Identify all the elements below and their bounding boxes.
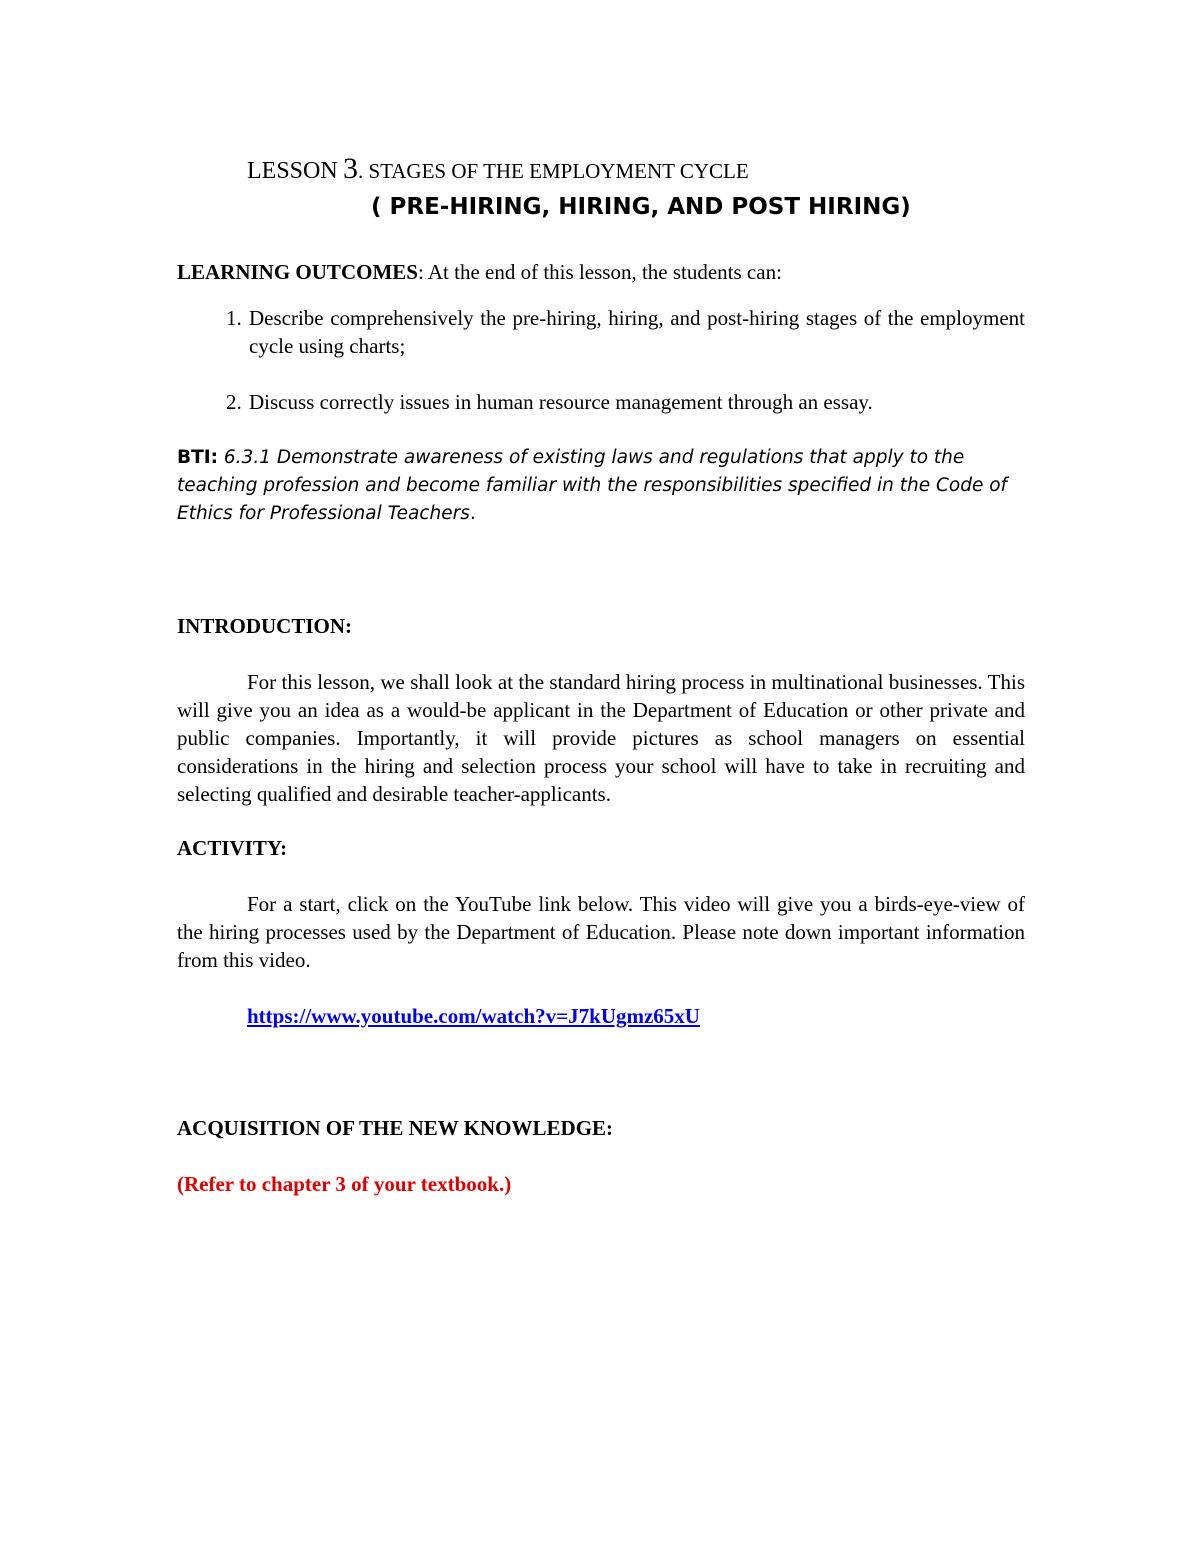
learning-outcomes-intro (177, 258, 1025, 286)
textbook-note: (Refer to chapter 3 of your textbook.) (177, 1172, 512, 1196)
lesson-subtitle: ( PRE-HIRING, HIRING, AND POST HIRING) (371, 194, 911, 220)
document-body (177, 150, 1025, 1198)
bti-end: . (469, 503, 476, 524)
bti-label: BTI: (177, 447, 219, 468)
lesson-title (247, 150, 1025, 190)
list-item: 1. Describe comprehensively the pre-hiring, hiring, and post-hiring stages of the employment cycle using charts; (247, 304, 1025, 360)
acquisition-heading: ACQUISITION OF THE NEW KNOWLEDGE: (177, 1116, 614, 1140)
activity-heading: ACTIVITY: (177, 836, 288, 860)
lesson-number: 3 (342, 152, 358, 185)
lesson-title-text: . STAGES OF THE EMPLOYMENT CYCLE (357, 159, 749, 183)
introduction-heading: INTRODUCTION: (177, 614, 353, 638)
activity-paragraph: For a start, click on the YouTube link below. This video will give you a birds-eye-view of the hiring processes used by the Department of Education. Please note down important information from this video. (177, 892, 1025, 972)
list-item: 2. Discuss correctly issues in human resource management through an essay. (247, 388, 1025, 416)
introduction-paragraph: For this lesson, we shall look at the standard hiring process in multinational businesses. This will give you an idea as a would-be applicant in the Department of Education or other private and public companies. Importantly, it will provide pictures as school managers on essential considerations in the hiring and selection process your school will have to take in recruiting and selecting qualified and desirable teacher-applicants. (177, 670, 1025, 806)
learning-outcomes-label: LEARNING OUTCOMES (177, 260, 418, 284)
bti-statement (177, 444, 1025, 528)
lesson-word: LESSON (247, 158, 338, 184)
youtube-link-line (247, 1002, 1025, 1030)
learning-outcomes-list (177, 304, 1025, 416)
youtube-link[interactable]: https://www.youtube.com/watch?v=J7kUgmz65xU (247, 1004, 700, 1028)
learning-outcomes-text: : At the end of this lesson, the students can: (417, 260, 782, 284)
bti-text: 6.3.1 Demonstrate awareness of existing laws and regulations that apply to the teaching profession and become familiar with the responsibilities specified in the Code of Ethics for Professional Teachers (177, 447, 1008, 524)
